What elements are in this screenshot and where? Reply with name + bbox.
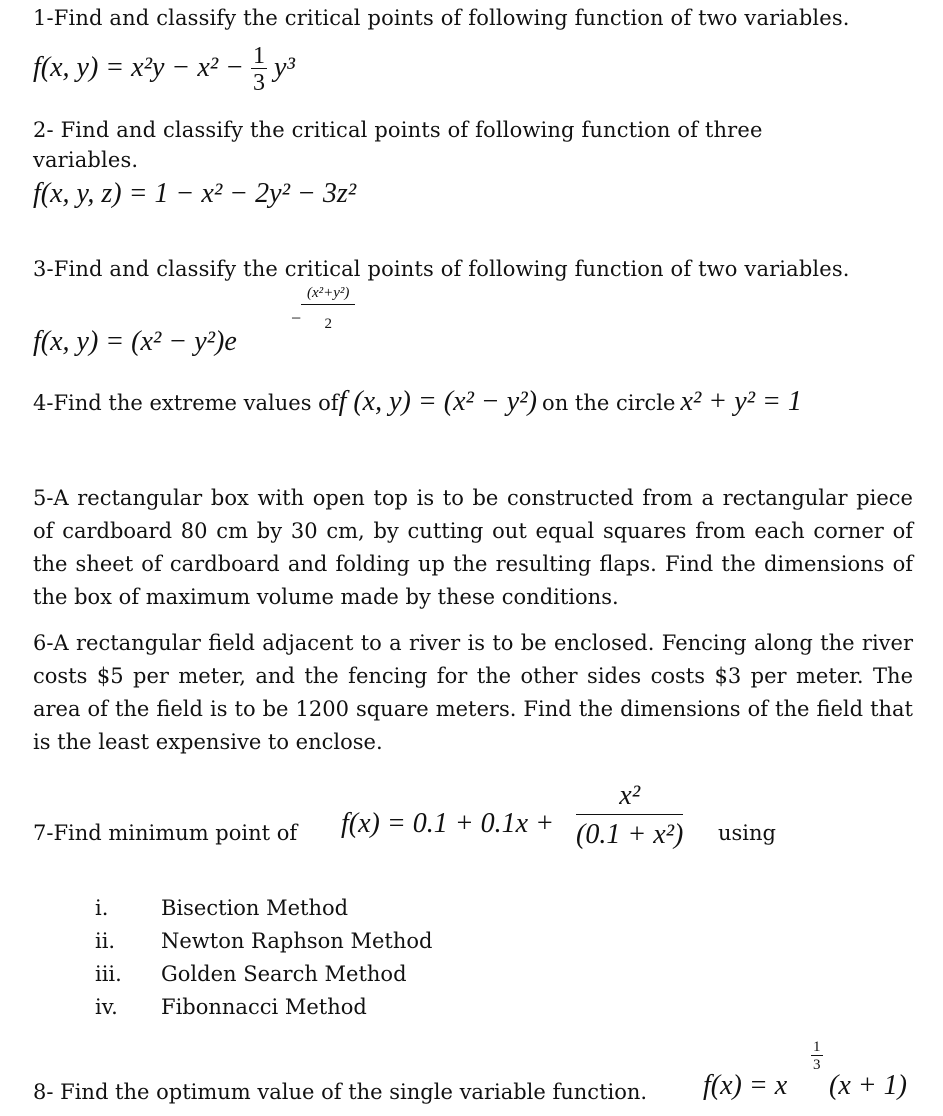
question-3-formula: [33, 284, 433, 374]
q7-suffix: using: [718, 821, 776, 845]
question-2-formula: f(x, y, z) = 1 − x² − 2y² − 3z²: [33, 178, 357, 209]
question-2-line-2: variables.: [33, 148, 139, 172]
q8-formula-lhs: f(x) = x: [703, 1070, 788, 1101]
method-item-2: [95, 929, 432, 953]
q8-exponent-fraction: [811, 1040, 823, 1073]
q4-prefix: 4-Find the extreme values of: [33, 391, 339, 415]
q3-exponent-numerator: (x²+y²): [301, 286, 355, 305]
q8-formula-tail: (x + 1): [829, 1070, 907, 1101]
method-item-4-label: Fibonnacci Method: [161, 995, 367, 1019]
method-item-1-number: i.: [95, 896, 109, 920]
q8-text: 8- Find the optimum value of the single variable function.: [33, 1080, 648, 1104]
q4-constraint: x² + y² = 1: [680, 386, 802, 417]
q7-fraction: [576, 782, 683, 849]
question-4: [33, 386, 802, 418]
q4-middle: on the circle: [542, 391, 676, 415]
q3-formula-base: f(x, y) = (x² − y²)e: [33, 326, 237, 357]
method-item-1: [95, 896, 348, 920]
q8-exponent-numerator: 1: [813, 1039, 821, 1055]
q8-exponent-denominator: 3: [813, 1057, 821, 1073]
q1-formula-tail: y³: [274, 51, 295, 83]
q7-fraction-numerator: x²: [576, 782, 683, 815]
question-1-text: 1-Find and classify the critical points of following function of two variables.: [33, 6, 850, 30]
q1-fraction-numerator: 1: [253, 43, 266, 69]
method-item-3: [95, 962, 407, 986]
method-item-3-number: iii.: [95, 962, 122, 986]
method-item-4-number: iv.: [95, 995, 118, 1019]
q7-formula-lhs: f(x) = 0.1 + 0.1x +: [341, 808, 554, 839]
q1-formula-lhs: f(x, y) = x²y − x² −: [33, 51, 245, 83]
question-2-line-1: 2- Find and classify the critical points of following function of three: [33, 118, 763, 142]
q7-prefix: 7-Find minimum point of: [33, 821, 298, 845]
q4-function: f (x, y) = (x² − y²): [338, 386, 537, 417]
method-item-4: [95, 995, 367, 1019]
question-6-text: 6-A rectangular field adjacent to a river is to be enclosed. Fencing along the river costs $5 per meter, and the fencing for the other sides costs $3 per meter. The area of the field is to be 1200 square meters. Find the dimensions of the field that is the least expensive to enclose.: [33, 631, 913, 754]
q3-exponent-fraction: [301, 286, 355, 332]
q3-exponent-sign: −: [291, 308, 302, 328]
method-item-2-number: ii.: [95, 929, 116, 953]
question-5-text: 5-A rectangular box with open top is to be constructed from a rectangular piece of cardboard 80 cm by 30 cm, by cutting out equal squares from each corner of the sheet of cardboard and folding up the resulting flaps. Find the dimensions of the box of maximum volume made by these conditions.: [33, 486, 913, 609]
q1-fraction-denominator: 3: [253, 70, 266, 96]
q7-fraction-denominator: (0.1 + x²): [576, 819, 684, 850]
method-item-1-label: Bisection Method: [161, 896, 349, 920]
question-3-text: 3-Find and classify the critical points of following function of two variables.: [33, 257, 850, 281]
question-8: [33, 1040, 913, 1112]
q3-exponent-denominator: 2: [324, 316, 332, 332]
q1-fraction: [251, 44, 267, 95]
method-item-3-label: Golden Search Method: [161, 962, 407, 986]
question-7: [33, 778, 913, 868]
method-item-2-label: Newton Raphson Method: [161, 929, 433, 953]
question-1-formula: [33, 44, 295, 95]
